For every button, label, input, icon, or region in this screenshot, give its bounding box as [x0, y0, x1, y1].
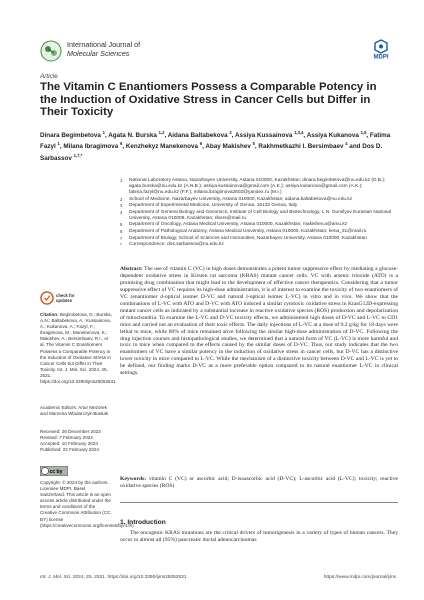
keywords-label: Keywords:	[120, 476, 147, 482]
footer-year: 2024	[72, 575, 84, 580]
cc-badge-text: cc by	[49, 469, 63, 475]
author-affiliation-mark: 1	[57, 141, 60, 147]
affiliation-number: 3	[120, 203, 123, 209]
author-affiliation-mark: 6	[199, 141, 203, 147]
cc-by-license-icon[interactable]	[40, 466, 68, 476]
author-name[interactable]: Aidana Baltabekova $^2$	[167, 130, 232, 140]
author-name[interactable]: Kenzhekyz Manekenova $^6$	[125, 141, 203, 151]
affiliation-text: Department of Pathological Anatomy, Astana Medical University, Astana 010000, Kazakhstan; kena_31@mail.ru	[129, 228, 367, 234]
mdpi-logo-icon[interactable]	[366, 39, 396, 59]
journal-name-line1: International Journal of	[67, 40, 141, 49]
author-affiliation-mark: 2	[229, 130, 232, 135]
abstract-label: Abstract:	[120, 266, 143, 272]
introduction-text: The oncogenic KRAS mutations are the critical drivers of tumorigenesis in a variety of types of human cancers. They occur in almost all (95%) pancreatic ductal adenocarcinomas	[120, 530, 398, 543]
citation-block	[40, 312, 116, 385]
affiliation-number: *	[120, 242, 122, 248]
editors-label: Academic Editors:	[40, 405, 78, 410]
footer-journal-link[interactable]: https://www.mdpi.com/journal/ijms	[323, 575, 396, 580]
author-affiliation-mark: 1,2	[158, 130, 165, 135]
date-published: Published: 22 February 2024	[40, 447, 99, 453]
author-name[interactable]: Dos D. Sarbassov $^{1,7,*}$	[40, 143, 383, 162]
author-affiliation-mark: 1,5	[360, 130, 367, 135]
affiliation-number: 4	[120, 209, 123, 215]
affiliation-item	[120, 229, 398, 235]
journal-name-line2: Molecular Sciences	[67, 48, 130, 58]
author-affiliation-mark: 6	[120, 141, 123, 147]
author-name[interactable]: Agata N. Burska $^{1,2}$	[108, 130, 165, 140]
author-name[interactable]: Fatima Fazyl $^1$	[40, 132, 391, 151]
footer-doi-link[interactable]: https://doi.org/10.3390/ijms25052531	[107, 575, 187, 580]
footer-article: 2531	[94, 575, 105, 580]
introduction-heading: 1. Introduction	[120, 519, 166, 526]
abstract-text: The use of vitamin C (VC) in high doses demonstrates a potent tumor suppressive effect by mediating a glucose-dependent oxidative stress in Kirsten rat sarcoma (KRAS) mutant cancer cells. VC with arsenic trioxide (ATO) is a promising drug combination that might lead to the development of effective cancer therapeutics. Considering that a tumor suppressive effect of VC requires its high-dose administration, it is of interest to examine the toxicity of two enantiomers of VC (enantiomer d-optical isomer D-VC and natural l-optical isomer L-VC) in vitro and in vivo. We show that the combinations of L-VC with ATO and D-VC with ATO induced a similar cytotoxic oxidative stress in KrasG12D-expressing mutant cancer cells as indicated by a substantial increase in reactive oxidative species (ROS) production and depolarization of mitochondria. To examine the L-VC and D-VC toxicity effects, we administered high doses of D-VC and L-VC to CD1 mice and carried out an evaluation of their toxic effects. The daily injections of L-VC at a dose of 9.2 g/kg for 18 days were lethal to mice, while 80% of mice remained alive following the similar high-dose administration of D-VC. Following the drug injection courses and histopathological studies, we determined that a natural form of VC (L-VC) is more harmful and toxic to mice when compared to the effects caused by the similar doses of D-VC. Thus, our study indicates that the two enantiomers of VC have a similar potency in the induction of oxidative stress in cancer cells, but D-VC has a distinctive lower toxicity in mice compared to L-VC. While the mechanism of a distinctive toxicity between D-VC and L-VC is yet to be defined, our finding marks D-VC as a more preferable option compared to its natural enantiomer L-VC in clinical settings.	[120, 266, 398, 377]
check-for-updates-badge[interactable]	[40, 290, 80, 306]
author-name[interactable]: Dinara Begimbetova $^1$	[40, 130, 105, 140]
editors-names: Artur Mezorek and Marzena Wlodarczyk-Biasiak	[40, 405, 109, 417]
affiliation-text: School of Medicine, Nazarbayev University, Astana 010000, Kazakhstan; aidana.baltabekova@nu.edu.kz	[129, 196, 353, 202]
keywords-text: vitamin C (VC) or ascorbic acid; D-isoascorbic acid (D-VC); L-ascorbic acid (L-VC); toxicity; reactive oxidative species (ROS)	[120, 476, 398, 489]
author-affiliation-mark: 1,3,4	[294, 130, 304, 135]
journal-logo-icon	[40, 40, 62, 62]
keywords	[120, 476, 398, 490]
affiliation-number: 2	[120, 196, 123, 202]
page-title: The Vitamin C Enantiomers Possess a Comparable Potency in the Induction of Oxidative Stress in Cancer Cells but Differ in Their Toxicity	[40, 81, 377, 119]
author-affiliation-mark: 5	[252, 141, 255, 147]
copyright-notice: Copyright: © 2024 by the authors. Licensee MDPI, Basel, Switzerland. This article is an open access article distributed under the terms and conditions of the Creative Commons Attribution (CC BY) license (https://creativecommons.org/licenses/by/4.0/).	[40, 480, 135, 528]
mdpi-logo-text: MDPI	[373, 54, 389, 59]
affiliation-text: Correspondence: dos.sarbassov@nu.edu.kz	[129, 242, 224, 248]
affiliation-text: Department of Experimental Medicine, University of Genoa, 16132 Genoa, Italy	[129, 203, 298, 209]
affiliation-number: 7	[120, 235, 123, 241]
author-affiliation-mark: 1,7,*	[73, 152, 83, 158]
author-affiliation-mark: 4	[345, 141, 348, 147]
footer-journal: Int. J. Mol. Sci.	[40, 575, 72, 580]
section-divider	[120, 502, 398, 503]
affiliation-text: Department of Biology, School of Sciences and Humanities, Nazarbayev University, Astana 010000, Kazakhstan	[129, 235, 367, 241]
affiliation-text: Department of Oncology, Astana Medical University, Astana 010000, Kazakhstan; makishev.a@amu.kz	[129, 222, 348, 228]
affiliation-number: 1	[120, 178, 123, 183]
date-received: Received: 26 December 2023	[40, 429, 101, 434]
author-affiliation-mark: 1	[102, 130, 105, 135]
page-footer: Int. J. Mol. Sci. 2024, 25, 2531. https://doi.org/10.3390/ijms25052531 https://www.mdpi.com/journal/ijms	[40, 575, 396, 580]
affiliation-number: 5	[120, 222, 123, 228]
author-name[interactable]: Milana Ibragimova $^6$	[63, 141, 123, 151]
author-list: Dinara Begimbetova $^1$, Agata N. Burska $^{1,2}$, Aidana Baltabekova $^2$, Assiya Kussainova $^{1,3,4}$, Assiya Kukanova $^{1,5}$, Fatima Fazyl $^1$, Milana Ibragimova $^6$, Kenzhekyz Manekenova $^6$, Abay Makishev $^5$, Rakhmetkazhi I. Bersimbaev $^4$ and Dos D. Sarbassov $^{1,7,*}$	[40, 130, 391, 162]
affiliation-text: Department of General Biology and Genomics, Institute of Cell Biology and Biotechnology, L.N. Gumilyov Eurasian National University, Astana 010008, Kazakhstan; ribers@mail.ru	[129, 209, 392, 221]
affiliation-item	[120, 210, 398, 222]
article-type: Article	[40, 73, 58, 80]
affiliation-item	[120, 203, 398, 209]
affiliation-item	[120, 178, 398, 196]
date-revised: Revised: 7 February 2024	[40, 435, 93, 441]
affiliation-item	[120, 236, 398, 242]
journal-name[interactable]	[67, 41, 140, 58]
author-name[interactable]: Rakhmetkazhi I. Bersimbaev $^4$	[258, 141, 348, 151]
citation-text: Begimbetova, D.; Burska, A.N.; Baltabekova, A.; Kussainova, A.; Kukanova, A.; Fazyl, F.; Ibragimova, M.; Manekenova, K.; Makishev, A.; Bersimbaev, R.I.; et al. The Vitamin C Enantiomers Possess a Comparable Potency in the Induction of Oxidative Stress in Cancer Cells but Differ in Their Toxicity. Int. J. Mol. Sci. 2024, 25, 2531. https://doi.org/10.3390/ijms25052531	[40, 312, 116, 385]
author-name[interactable]: Assiya Kussainova $^{1,3,4}$	[234, 130, 304, 140]
date-accepted: Accepted: 10 February 2024	[40, 441, 98, 447]
affiliation-item	[120, 242, 398, 248]
academic-editors	[40, 405, 112, 417]
author-name[interactable]: Abay Makishev $^5$	[205, 141, 255, 151]
affiliation-list	[120, 178, 398, 249]
footer-volume: 25	[86, 575, 92, 580]
check-updates-text: check for updates	[56, 293, 75, 303]
author-name[interactable]: Assiya Kukanova $^{1,5}$	[306, 130, 367, 140]
abstract	[120, 266, 398, 377]
affiliation-text: National Laboratory Astana, Nazarbayev University, Astana 010000, Kazakhstan; dinara.begimbetova@nu.edu.kz (D.B.); agata.burska@nu.edu.kz (A.N.B.); assiya.kussainova@gmail.com (A.K.); assiya.kukanova@gmail.com (A.K.); fatima.fazyl@nu.edu.kz (F.F.); milana.ibragimova2602@yandex.ru (M.I.)	[129, 178, 386, 195]
citation-label: Citation:	[40, 312, 59, 317]
affiliation-number: 6	[120, 228, 123, 234]
affiliation-item	[120, 197, 398, 203]
publication-dates	[40, 429, 112, 453]
affiliation-item	[120, 222, 398, 228]
